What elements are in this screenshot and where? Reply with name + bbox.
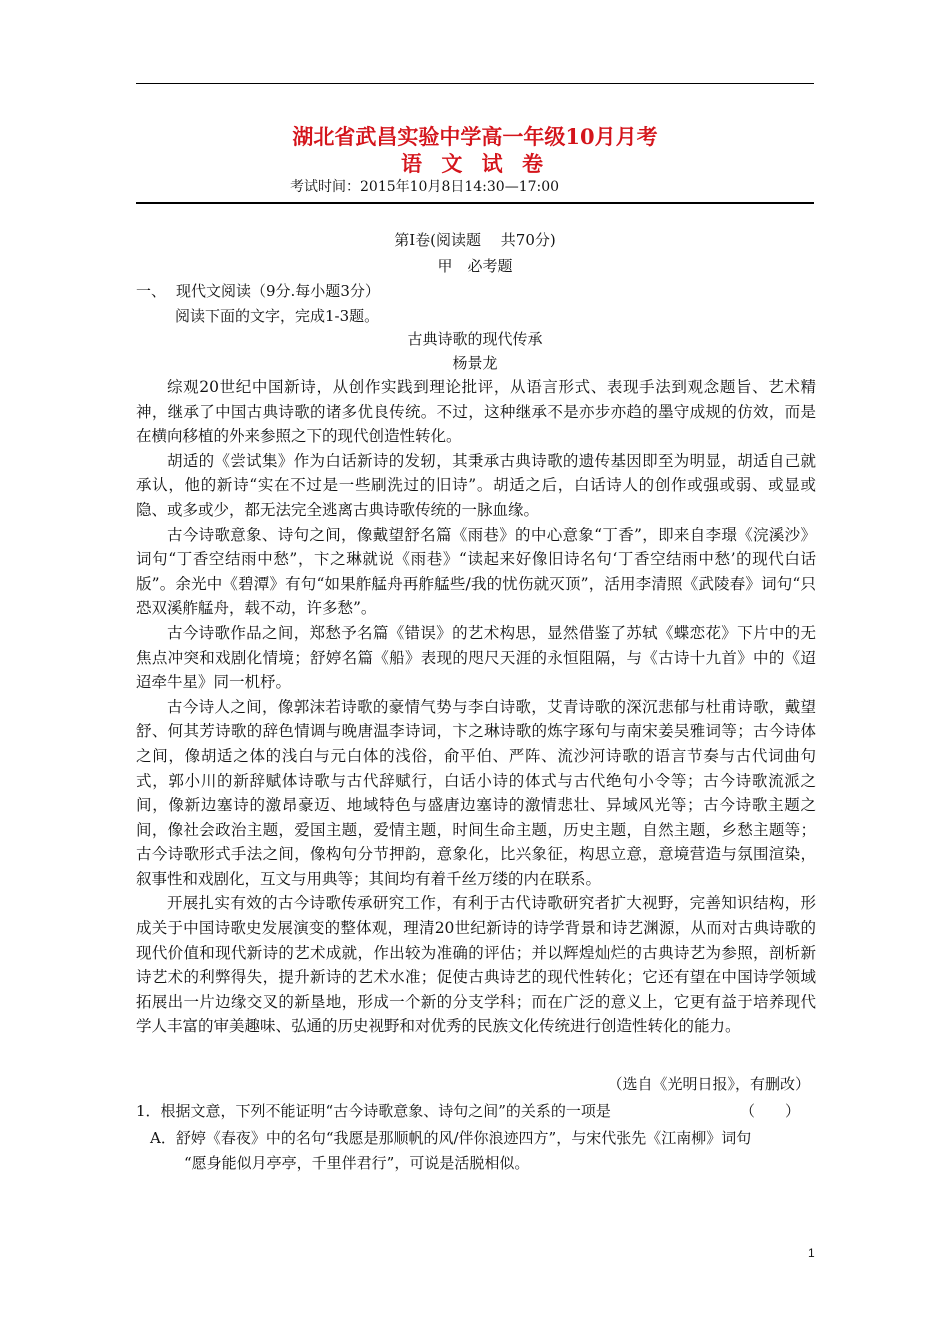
option-a-line: “愿身能似月亭亭，千里伴君行”，可说是活脱相似。 [184,1154,530,1172]
page-number: 1 [808,1246,815,1260]
volume-subheading: 甲 必考题 [437,257,513,275]
exam-title: 湖北省武昌实验中学高一年级10月月考 [292,124,658,149]
question-1-option-a [150,1126,816,1176]
article-source: （选自《光明日报》，有删改） [607,1075,810,1093]
question-1-stem: 1．根据文意，下列不能证明“古今诗歌意象、诗句之间”的关系的一项是 [136,1102,611,1120]
article-paragraph: 古今诗人之间，像郭沫若诗歌的豪情气势与李白诗歌，艾青诗歌的深沉悲郁与杜甫诗歌，戴望舒、何其芳诗歌的辞色情调与晚唐温李诗词，卞之琳诗歌的炼字琢句与南宋姜吴雅词等；古今诗体之间，像胡适之体的浅白与元白体的浅俗，俞平伯、严阵、流沙河诗歌的语言节奏与古代词曲句式，郭小川的新辞赋体诗歌与古代辞赋行，白话小诗的体式与古代绝句小令等；古今诗歌流派之间，像新边塞诗的激昂豪迈、地域特色与盛唐边塞诗的激情悲壮、异域风光等；古今诗歌主题之间，像社会政治主题，爱国主题，爱情主题，时间生命主题，历史主题，自然主题，乡愁主题等；古今诗歌形式手法之间，像构句分节押韵，意象化，比兴象征，构思立意，意境营造与氛围渲染，叙事性和戏剧化，互文与用典等；其间均有着千丝万缕的内在联系。 [136,697,816,888]
option-a-line: A．舒婷《春夜》中的名句“我愿是那顺帆的风/伴你浪迹四方”，与宋代张先《江南柳》词句 [150,1129,752,1147]
question-1 [136,1100,816,1122]
section-number: 一、 [136,282,167,300]
answer-blank: （ ） [740,1102,801,1120]
article-paragraph: 综观20世纪中国新诗，从创作实践到理论批评，从语言形式、表现手法到观念题旨、艺术精神，继承了中国古典诗歌的诸多优良传统。不过，这种继承不是亦步亦趋的墨守成规的仿效，而是在横向移植的外来参照之下的现代创造性转化。 [136,378,816,446]
article-paragraph: 古今诗歌意象、诗句之间，像戴望舒名篇《雨巷》的中心意象“丁香”，即来自李璟《浣溪沙》词句“丁香空结雨中愁”，卞之琳就说《雨巷》“读起来好像旧诗名句‘丁香空结雨中愁’的现代白话版”。余光中《碧潭》有句“如果舴艋舟再舴艋些/我的忧伤就灭顶”，活用李清照《武陵春》词句“只恐双溪舴艋舟，载不动，许多愁”。 [136,525,816,618]
header-bottom-rule [136,202,814,204]
top-rule [136,83,814,84]
reading-instruction: 阅读下面的文字，完成1-3题。 [175,307,380,325]
article-paragraph: 开展扎实有效的古今诗歌传承研究工作，有利于古代诗歌研究者扩大视野，完善知识结构，形成关于中国诗歌史发展演变的整体观，理清20世纪新诗的诗学背景和诗艺渊源，从而对古典诗歌的现代价值和现代新诗的艺术成就，作出较为准确的评估；并以辉煌灿烂的古典诗艺为参照，剖析新诗艺术的利弊得失，提升新诗的艺术水准；促使古典诗艺的现代性转化；它还有望在中国诗学领域拓展出一片边缘交叉的新垦地，形成一个新的分支学科；而在广泛的意义上，它更有益于培养现代学人丰富的审美趣味、弘通的历史视野和对优秀的民族文化传统进行创造性转化的能力。 [136,894,816,1036]
article-author: 杨景龙 [452,354,498,372]
article-title: 古典诗歌的现代传承 [407,330,543,348]
article-paragraph: 古今诗歌作品之间，郑愁予名篇《错误》的艺术构思，显然借鉴了苏轼《蝶恋花》下片中的无焦点冲突和戏剧化情境；舒婷名篇《船》表现的咫尺天涯的永恒阻隔，与《古诗十九首》中的《迢迢牵牛星》同一机杼。 [136,623,816,692]
section-title: 现代文阅读（9分.每小题3分） [176,282,380,300]
exam-time: 考试时间：2015年10月8日14:30—17:00 [290,179,560,195]
section-heading [136,280,380,302]
article-paragraph: 胡适的《尝试集》作为白话新诗的发轫，其秉承古典诗歌的遗传基因即至为明显，胡适自己就承认，他的新诗“实在不过是一些刷洗过的旧诗”。胡适之后，白话诗人的创作或强或弱、或显或隐、或多或少，都无法完全逃离古典诗歌传统的一脉血缘。 [136,451,816,519]
volume-heading: 第Ⅰ卷(阅读题 共70分) [394,231,556,249]
exam-subtitle: 语 文 试 卷 [401,151,549,176]
article-body [136,375,816,1039]
